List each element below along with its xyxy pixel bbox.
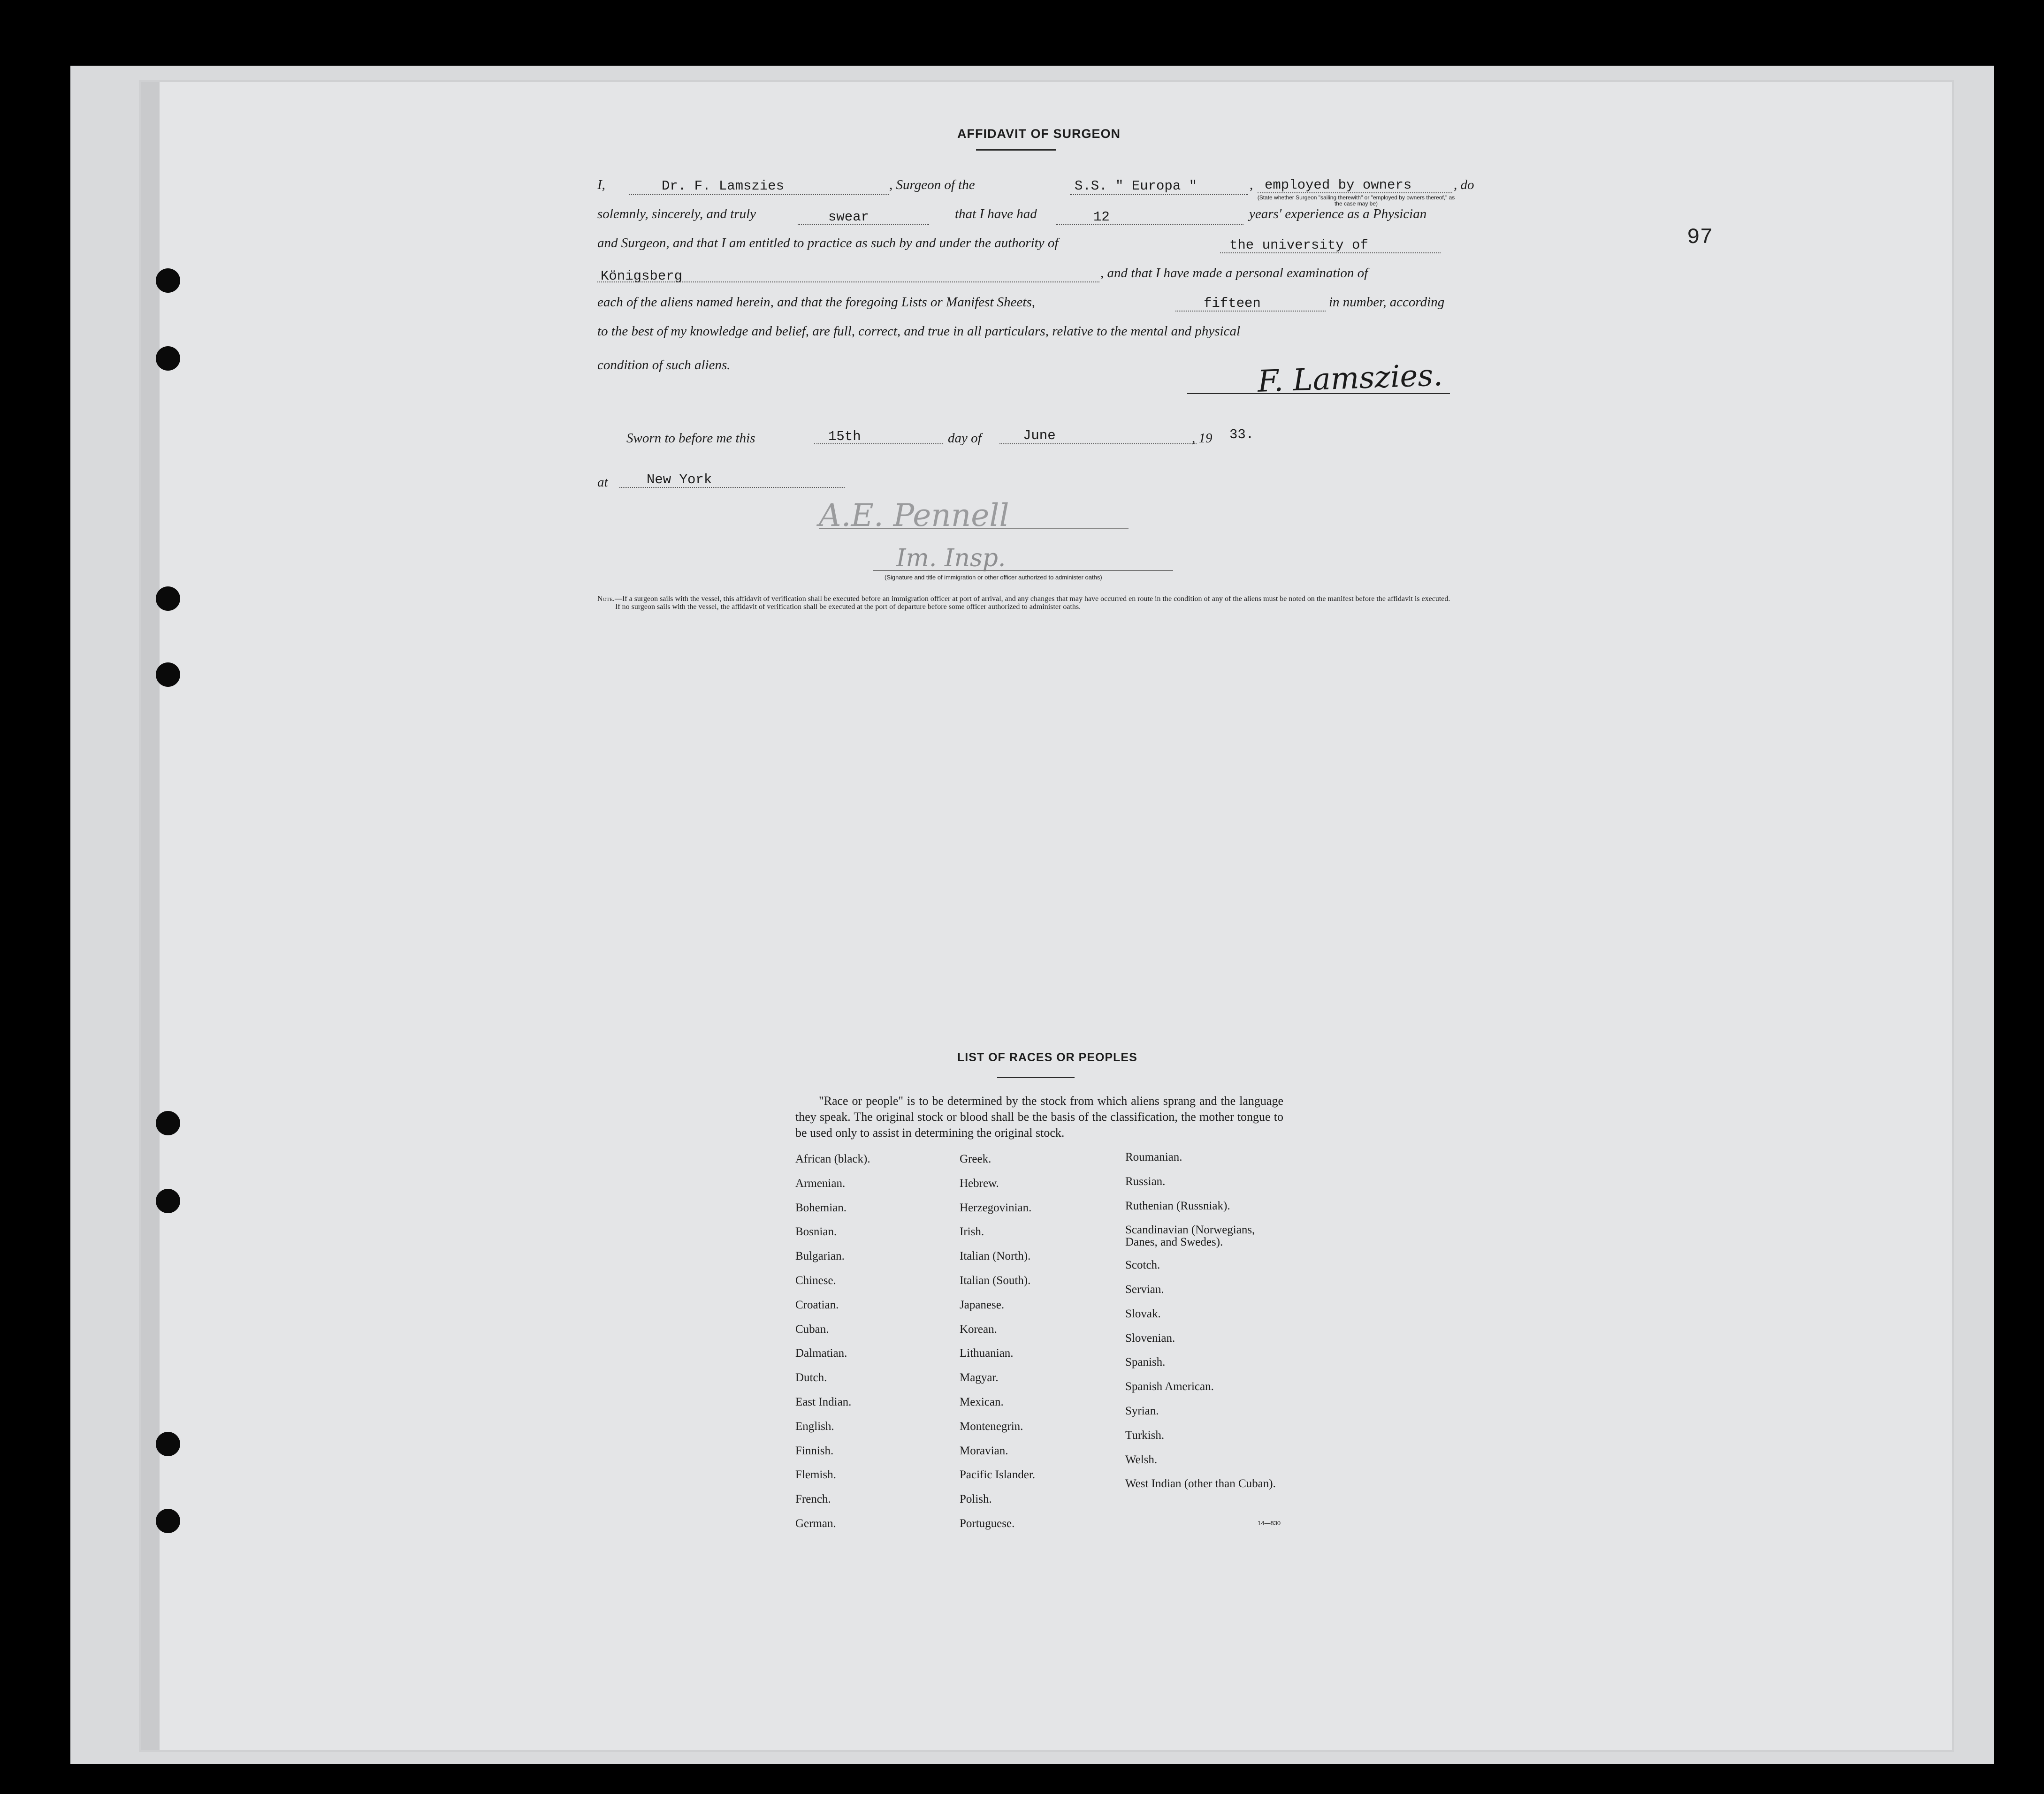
- race-item: French.: [795, 1493, 831, 1506]
- race-item: East Indian.: [795, 1396, 852, 1408]
- title-rule: [976, 149, 1056, 151]
- race-item: Finnish.: [795, 1444, 834, 1457]
- race-item: Portuguese.: [960, 1517, 1015, 1530]
- officer-title-signature: Im. Insp.: [896, 544, 1006, 572]
- race-item: Scandinavian (Norwegians, Danes, and Swedes).: [1125, 1224, 1255, 1249]
- field-line: [1056, 224, 1243, 225]
- label-have-had: that I have had: [955, 206, 1037, 221]
- race-item: Slovenian.: [1125, 1331, 1175, 1345]
- note-text-2: If no surgeon sails with the vessel, the affidavit of verification shall be executed at the port of departure before some officer authorized to administer oaths.: [615, 603, 1081, 611]
- affidavit-note: [597, 595, 1482, 611]
- race-item: Pacific Islander.: [960, 1468, 1036, 1482]
- field-line: [873, 570, 1173, 571]
- race-item: English.: [795, 1420, 834, 1433]
- authority-line-2: Königsberg: [601, 268, 683, 284]
- sworn-month: June: [1023, 428, 1056, 443]
- years-value: 12: [1093, 209, 1110, 225]
- label-at: at: [597, 475, 608, 490]
- race-item: German.: [795, 1517, 836, 1530]
- officer-signature: A.E. Pennell: [819, 497, 1009, 533]
- race-item: Servian.: [1125, 1283, 1164, 1296]
- surgeon-signature: F. Lamszies.: [1257, 358, 1443, 399]
- race-item: African (black).: [795, 1153, 870, 1165]
- label-sworn: Sworn to before me this: [626, 431, 755, 446]
- field-line: [1070, 194, 1248, 195]
- race-item: Mexican.: [960, 1396, 1004, 1408]
- races-title: LIST OF RACES OR PEOPLES: [957, 1051, 1137, 1064]
- field-line: [619, 487, 845, 488]
- race-item: Herzegovinian.: [960, 1201, 1032, 1214]
- races-title-rule: [997, 1077, 1075, 1078]
- race-item: Croatian.: [795, 1298, 839, 1311]
- label-i: I,: [597, 177, 605, 192]
- ship-name: S.S. " Europa ": [1075, 178, 1197, 194]
- label-and-surgeon: and Surgeon, and that I am entitled to practice as such by and under the authority of: [597, 236, 1059, 251]
- field-line: [819, 528, 1129, 529]
- binder-hole: [156, 346, 180, 371]
- binder-hole: [156, 1509, 180, 1533]
- race-item: Chinese.: [795, 1274, 836, 1287]
- label-surgeon-of: , Surgeon of the: [889, 177, 975, 192]
- field-line: [1175, 311, 1326, 312]
- race-item: Polish.: [960, 1493, 992, 1506]
- sheets-count: fifteen: [1204, 296, 1261, 311]
- place-value: New York: [647, 472, 712, 487]
- field-line: [999, 443, 1197, 444]
- races-intro: "Race or people" is to be determined by the stock from which aliens sprang and the language they speak. The original stock or blood shall be the basis of the classification, the mother tongue to be used only to assist in determining the original stock.: [795, 1094, 1283, 1140]
- race-item: Dalmatian.: [795, 1347, 847, 1360]
- binder-hole: [156, 268, 180, 293]
- label-day-of: day of: [948, 431, 982, 446]
- label-year-prefix: , 19: [1192, 431, 1213, 446]
- label-years-experience: years' experience as a Physician: [1249, 206, 1427, 221]
- note-label: Note.: [597, 595, 615, 603]
- race-item: Scotch.: [1125, 1259, 1160, 1272]
- race-item: Spanish.: [1125, 1356, 1166, 1369]
- race-item: Korean.: [960, 1323, 997, 1336]
- oath-type: swear: [828, 209, 869, 225]
- label-knowledge: to the best of my knowledge and belief, are full, correct, and true in all particulars, relative to the mental and physical: [597, 324, 1241, 339]
- race-item: Bulgarian.: [795, 1250, 845, 1263]
- binding-strip: [141, 82, 160, 1750]
- surgeon-name: Dr. F. Lamszies: [662, 178, 785, 194]
- race-item: Flemish.: [795, 1468, 836, 1482]
- label-do: , do: [1454, 177, 1474, 192]
- note-text-1: —If a surgeon sails with the vessel, this affidavit of verification shall be executed before an immigration officer at port of arrival, and any changes that may have occurred en route in the condition of any of the aliens must be noted on the manifest before the affidavit is executed.: [614, 595, 1450, 603]
- race-item: Italian (South).: [960, 1274, 1031, 1287]
- label-comma: ,: [1250, 177, 1253, 192]
- race-item: Italian (North).: [960, 1250, 1031, 1263]
- race-item: Bohemian.: [795, 1201, 847, 1214]
- field-line: [798, 224, 929, 225]
- race-item: Magyar.: [960, 1371, 999, 1384]
- race-item: Russian.: [1125, 1175, 1166, 1188]
- employed-note: (State whether Surgeon "sailing therewith" or "employed by owners thereof," as the case may be): [1257, 194, 1455, 207]
- field-line: [1220, 252, 1441, 253]
- race-item: Moravian.: [960, 1444, 1008, 1457]
- binder-hole: [156, 662, 180, 687]
- label-solemnly: solemnly, sincerely, and truly: [597, 206, 756, 221]
- page-number: 97: [1687, 225, 1713, 250]
- field-line: [814, 443, 943, 444]
- label-in-number: in number, according: [1329, 295, 1445, 310]
- label-personal-exam: , and that I have made a personal examination of: [1100, 266, 1368, 281]
- binder-hole: [156, 1432, 180, 1456]
- race-item: Syrian.: [1125, 1405, 1159, 1417]
- officer-caption: (Signature and title of immigration or other officer authorized to administer oaths): [885, 574, 1102, 581]
- race-item: Slovak.: [1125, 1307, 1161, 1320]
- field-line: [1258, 192, 1452, 193]
- race-item: Roumanian.: [1125, 1151, 1182, 1163]
- form-number: 14—830: [1258, 1520, 1281, 1527]
- binder-hole: [156, 586, 180, 611]
- race-item: Armenian.: [795, 1177, 846, 1190]
- sworn-day: 15th: [828, 429, 861, 444]
- race-item: Bosnian.: [795, 1225, 837, 1239]
- race-item: Montenegrin.: [960, 1420, 1023, 1433]
- signature-line: [1187, 393, 1450, 394]
- label-condition: condition of such aliens.: [597, 357, 731, 372]
- race-item: Japanese.: [960, 1298, 1005, 1311]
- race-item: Spanish American.: [1125, 1380, 1214, 1393]
- race-item: Welsh.: [1125, 1453, 1158, 1466]
- affidavit-title: AFFIDAVIT OF SURGEON: [957, 127, 1121, 141]
- race-item: Hebrew.: [960, 1177, 999, 1190]
- field-line: [629, 194, 889, 195]
- race-item: Irish.: [960, 1225, 984, 1239]
- race-item: Cuban.: [795, 1323, 829, 1336]
- race-item: West Indian (other than Cuban).: [1125, 1477, 1276, 1490]
- race-item: Greek.: [960, 1153, 991, 1165]
- race-item: Lithuanian.: [960, 1347, 1014, 1360]
- label-each-alien: each of the aliens named herein, and that the foregoing Lists or Manifest Sheets,: [597, 295, 1035, 310]
- authority-line-1: the university of: [1229, 237, 1368, 253]
- binder-hole: [156, 1111, 180, 1135]
- race-item: Dutch.: [795, 1371, 827, 1384]
- race-item: Turkish.: [1125, 1429, 1165, 1442]
- employment: employed by owners: [1265, 177, 1412, 193]
- race-item: Ruthenian (Russniak).: [1125, 1199, 1230, 1212]
- sworn-year: 33.: [1229, 427, 1254, 442]
- binder-hole: [156, 1189, 180, 1213]
- field-line: [597, 281, 1099, 282]
